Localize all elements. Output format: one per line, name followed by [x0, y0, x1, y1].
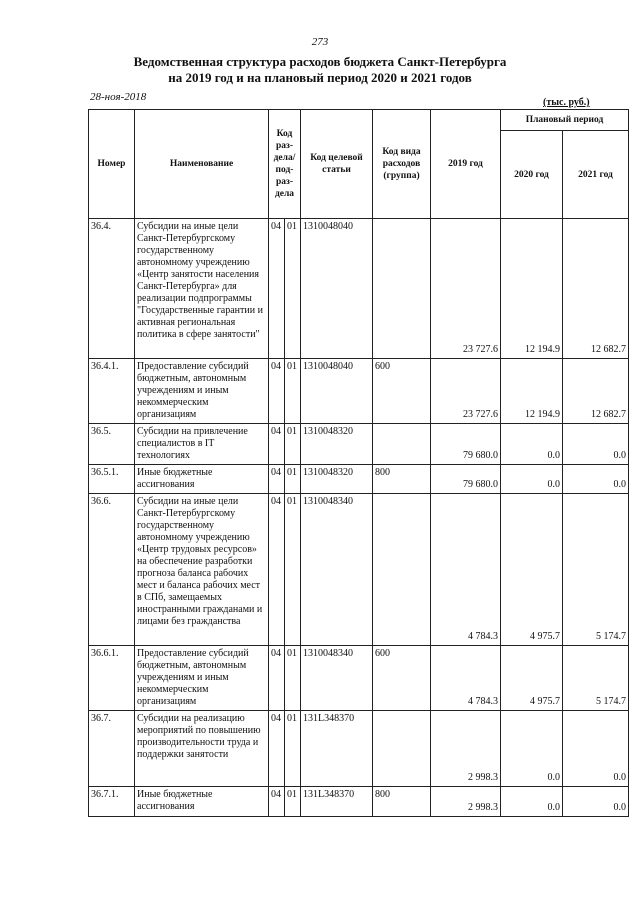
- row-expense-code: 600: [373, 646, 431, 711]
- row-section: 04: [269, 219, 285, 359]
- row-number: 36.5.: [89, 424, 135, 465]
- row-value-2019: 2 998.3: [431, 787, 501, 817]
- header-2020: 2020 год: [501, 131, 563, 219]
- row-subsection: 01: [285, 494, 301, 646]
- row-section: 04: [269, 494, 285, 646]
- table-row: [89, 465, 629, 494]
- title-line-2: на 2019 год и на плановый период 2020 и 2021 годов: [168, 70, 472, 85]
- row-expense-code: 800: [373, 465, 431, 494]
- units-label: (тыс. руб.): [543, 97, 590, 108]
- row-subsection: 01: [285, 465, 301, 494]
- row-subsection: 01: [285, 787, 301, 817]
- row-number: 36.7.: [89, 711, 135, 787]
- row-value-2020: 0.0: [501, 711, 563, 787]
- row-name: Иные бюджетные ассигнования: [135, 465, 269, 494]
- row-subsection: 01: [285, 424, 301, 465]
- row-expense-code: [373, 494, 431, 646]
- row-number: 36.4.1.: [89, 359, 135, 424]
- row-expense-code: 600: [373, 359, 431, 424]
- table-body: [89, 219, 629, 817]
- title-line-1: Ведомственная структура расходов бюджета Санкт-Петербурга: [133, 54, 507, 69]
- row-value-2020: 0.0: [501, 787, 563, 817]
- table-header: [89, 110, 629, 219]
- header-expense-code: Код вида расходов (группа): [373, 110, 431, 219]
- header-2021: 2021 год: [563, 131, 629, 219]
- row-value-2021: 0.0: [563, 711, 629, 787]
- row-subsection: 01: [285, 711, 301, 787]
- row-section: 04: [269, 465, 285, 494]
- row-subsection: 01: [285, 359, 301, 424]
- table-row: [89, 646, 629, 711]
- row-value-2019: 79 680.0: [431, 465, 501, 494]
- row-expense-code: 800: [373, 787, 431, 817]
- row-number: 36.7.1.: [89, 787, 135, 817]
- row-number: 36.5.1.: [89, 465, 135, 494]
- row-subsection: 01: [285, 219, 301, 359]
- row-number: 36.4.: [89, 219, 135, 359]
- header-target-code: Код целевой статьи: [301, 110, 373, 219]
- header-name: Наименование: [135, 110, 269, 219]
- row-value-2021: 5 174.7: [563, 494, 629, 646]
- table-row: [89, 219, 629, 359]
- row-value-2020: 0.0: [501, 465, 563, 494]
- row-name: Субсидии на иные цели Санкт-Петербургскому государственному автономному учреждению «Центр трудовых ресурсов» на обеспечение разработки прогноза баланса рабочих мест и баланса рабочих мест в СПб, замещаемых иностранными гражданами и лицами без гражданства: [135, 494, 269, 646]
- row-expense-code: [373, 424, 431, 465]
- budget-table: [88, 109, 629, 817]
- row-value-2021: 5 174.7: [563, 646, 629, 711]
- row-value-2020: 0.0: [501, 424, 563, 465]
- row-number: 36.6.: [89, 494, 135, 646]
- header-number: Номер: [89, 110, 135, 219]
- row-section: 04: [269, 787, 285, 817]
- row-target-code: 1310048320: [301, 465, 373, 494]
- table-row: [89, 494, 629, 646]
- row-value-2021: 12 682.7: [563, 219, 629, 359]
- row-subsection: 01: [285, 646, 301, 711]
- row-expense-code: [373, 219, 431, 359]
- table-row: [89, 787, 629, 817]
- row-number: 36.6.1.: [89, 646, 135, 711]
- row-value-2021: 0.0: [563, 465, 629, 494]
- row-value-2021: 0.0: [563, 424, 629, 465]
- row-target-code: 1310048040: [301, 359, 373, 424]
- row-section: 04: [269, 711, 285, 787]
- row-target-code: 1310048320: [301, 424, 373, 465]
- row-name: Субсидии на иные цели Санкт-Петербургскому государственному автономному учреждению «Центр занятости населения Санкт-Петербурга» для реализации подпрограммы "Государственные гарантии и активная региональная политика в сфере занятости": [135, 219, 269, 359]
- row-value-2019: 2 998.3: [431, 711, 501, 787]
- row-target-code: 1310048340: [301, 494, 373, 646]
- row-name: Иные бюджетные ассигнования: [135, 787, 269, 817]
- header-section-code: Код раз-дела/ под-раз-дела: [269, 110, 301, 219]
- table-row: [89, 359, 629, 424]
- row-value-2019: 4 784.3: [431, 494, 501, 646]
- page-number: 273: [311, 36, 329, 48]
- header-2019: 2019 год: [431, 110, 501, 219]
- row-name: Субсидии на реализацию мероприятий по повышению производительности труда и поддержки занятости: [135, 711, 269, 787]
- row-target-code: 131L348370: [301, 711, 373, 787]
- document-title: [0, 54, 640, 86]
- row-value-2020: 12 194.9: [501, 359, 563, 424]
- table-row: [89, 424, 629, 465]
- row-value-2019: 4 784.3: [431, 646, 501, 711]
- row-name: Предоставление субсидий бюджетным, автономным учреждениям и иным некоммерческим организациям: [135, 646, 269, 711]
- row-section: 04: [269, 424, 285, 465]
- row-value-2019: 79 680.0: [431, 424, 501, 465]
- row-value-2019: 23 727.6: [431, 359, 501, 424]
- row-name: Предоставление субсидий бюджетным, автономным учреждениям и иным некоммерческим организациям: [135, 359, 269, 424]
- row-target-code: 131L348370: [301, 787, 373, 817]
- row-target-code: 1310048040: [301, 219, 373, 359]
- row-expense-code: [373, 711, 431, 787]
- row-section: 04: [269, 359, 285, 424]
- row-section: 04: [269, 646, 285, 711]
- row-value-2021: 12 682.7: [563, 359, 629, 424]
- row-value-2021: 0.0: [563, 787, 629, 817]
- row-value-2020: 4 975.7: [501, 494, 563, 646]
- row-value-2020: 12 194.9: [501, 219, 563, 359]
- table-row: [89, 711, 629, 787]
- row-value-2020: 4 975.7: [501, 646, 563, 711]
- row-value-2019: 23 727.6: [431, 219, 501, 359]
- row-target-code: 1310048340: [301, 646, 373, 711]
- row-name: Субсидии на привлечение специалистов в IT технологиях: [135, 424, 269, 465]
- document-date: 28-ноя-2018: [90, 91, 147, 103]
- header-planned-period: Плановый период: [501, 110, 629, 131]
